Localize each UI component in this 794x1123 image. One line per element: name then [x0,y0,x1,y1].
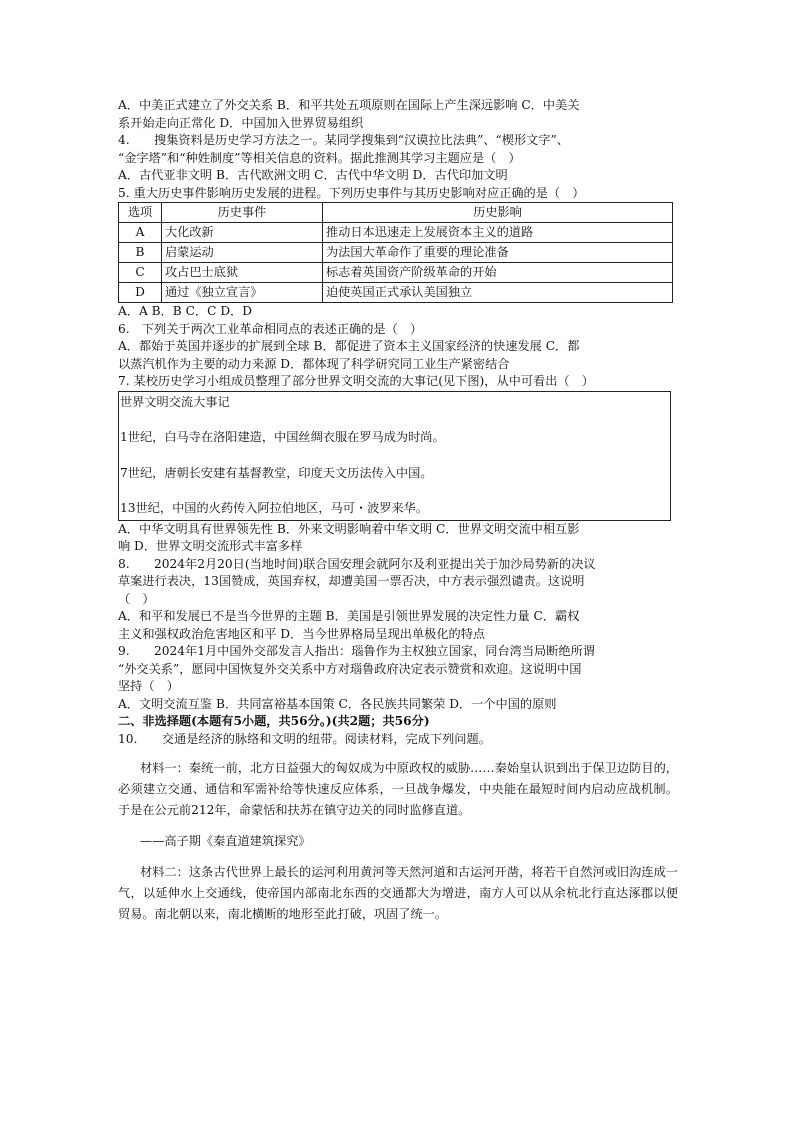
q9-stem-line-1: 9. 2024年1月中国外交部发言人指出：瑙鲁作为主权独立国家，同台湾当局断绝所谓 [118,644,595,658]
q8-stem-line-2: 草案进行表决，13国赞成，英国弃权，却遭美国一票否决，中方表示强烈谴责。这说明 [118,574,585,588]
q4-stem-line-2: “金字塔”和“种姓制度”等相关信息的资料。据此推测其学习主题应是（ ） [118,150,521,165]
q9-stem-line-3: 坚持（ ） [118,679,179,693]
table-row [119,223,673,243]
table-cell: 标志着英国资产阶级革命的开始 [323,263,673,283]
q10-material-1: 材料一：秦统一前，北方日益强大的匈奴成为中原政权的威胁……秦始皇认识到出于保卫边防目的，必须建立交通、通信和军需补给等快速反应体系，一旦战争爆发，中央能在最短时间内启动应战机制。于是在公元前212年，命蒙恬和扶苏在镇守边关的同时监修直道。 [118,761,678,817]
table-cell: 大化改新 [162,223,323,243]
q5-options: A．A B．B C．C D．D [118,304,253,318]
table-cell: 推动日本迅速走上发展资本主义的道路 [323,223,673,243]
q7-options-line-1: A．中华文明具有世界领先性 B．外来文明影响着中华文明 C．世界文明交流中相互影 [118,521,580,536]
table-cell: 迫使英国正式承认美国独立 [323,283,673,303]
document-page [118,97,678,925]
box-title: 世界文明交流大事记 [120,394,230,409]
table-cell: C [119,263,162,283]
q3-options-line-2: 系开始走向正常化 D．中国加入世界贸易组织 [118,115,364,130]
header-event: 历史事件 [162,203,323,223]
header-impact: 历史影响 [323,203,673,223]
q6-options-line-1: A．都始于英国并逐步的扩展到全球 B．都促进了资本主义国家经济的快速发展 C．都 [118,339,580,353]
q8-options-line-1: A．和平和发展已不是当今世界的主题 B．美国是引领世界发展的决定性力量 C．霸权 [118,609,580,623]
q6-stem: 6. 下列关于两次工业革命相同点的表述正确的是（ ） [118,321,423,336]
table-row [119,263,673,283]
table-cell: A [119,223,162,243]
table-row [119,283,673,303]
q7-options-line-2: 响 D．世界文明交流形式丰富多样 [118,539,303,553]
table-cell: 启蒙运动 [162,243,323,263]
q4-stem-line-1: 4. 搜集资料是历史学习方法之一。某同学搜集到“汉谟拉比法典”、“楔形文字”、 [118,133,569,147]
q8-options-line-2: 主义和强权政治危害地区和平 D．当今世界格局呈现出单极化的特点 [118,626,486,641]
table-row [119,243,673,263]
q8-stem-line-1: 8. 2024年2月20日(当地时间)联合国安理会就阿尔及利亚提出关于加沙局势新的决议 [118,556,596,571]
box-line: 13世纪，中国的火药传入阿拉伯地区，马可・波罗来华。 [120,501,429,515]
q4-options: A．古代亚非文明 B．古代欧洲文明 C．古代中华文明 D．古代印加文明 [118,168,508,182]
q10-source-1: ——高子期《秦直道建筑探究》 [140,834,311,848]
table-cell: 为法国大革命作了重要的理论准备 [323,243,673,263]
section-2-heading: 二、非选择题(本题有5小题，共56分。)(共2题；共56分) [118,714,430,728]
box-line: 7世纪，唐朝长安建有基督教堂，印度天文历法传入中国。 [120,465,433,480]
q5-stem: 5. 重大历史事件影响历史发展的进程。下列历史事件与其历史影响对应正确的是（ ） [118,185,585,200]
box-line: 1世纪，白马寺在洛阳建造，中国丝绸衣服在罗马成为时尚。 [120,430,445,444]
q6-options-line-2: 以蒸汽机作为主要的动力来源 D．都体现了科学研究同工业生产紧密结合 [118,356,510,371]
q10-stem: 10. 交通是经济的脉络和文明的纽带。阅读材料，完成下列问题。 [118,731,491,746]
q8-stem-line-3: （ ） [118,591,155,606]
table-cell: D [119,283,162,303]
table-cell: 攻占巴士底狱 [162,263,323,283]
q9-stem-line-2: “外交关系”，愿同中国恢复外交关系中方对瑙鲁政府决定表示赞赏和欢迎。这说明中国 [118,661,582,676]
header-option: 选项 [119,203,162,223]
table-header-row [119,203,673,223]
table-cell: 通过《独立宣言》 [162,283,323,303]
q7-stem: 7. 某校历史学习小组成员整理了部分世界文明交流的大事记(见下图)，从中可看出（ ） [118,374,594,388]
q5-events-table [118,202,673,303]
q3-options-line-1: A．中美正式建立了外交关系 B．和平共处五项原则在国际上产生深远影响 C．中美关 [118,98,580,112]
q7-events-box [118,391,671,521]
q9-options: A．文明交流互鉴 B．共同富裕基本国策 C．各民族共同繁荣 D．一个中国的原则 [118,696,557,711]
table-cell: B [119,243,162,263]
q10-material-2: 材料二：这条古代世界上最长的运河利用黄河等天然河道和古运河开凿，将若干自然河或旧沟连成一气，以延伸水上交通线，使帝国内部南北东西的交通都大为增进，南方人可以从余杭北行直达涿郡以便贸易。南北朝以来，南北横断的地形至此打破，巩固了统一。 [118,865,678,921]
